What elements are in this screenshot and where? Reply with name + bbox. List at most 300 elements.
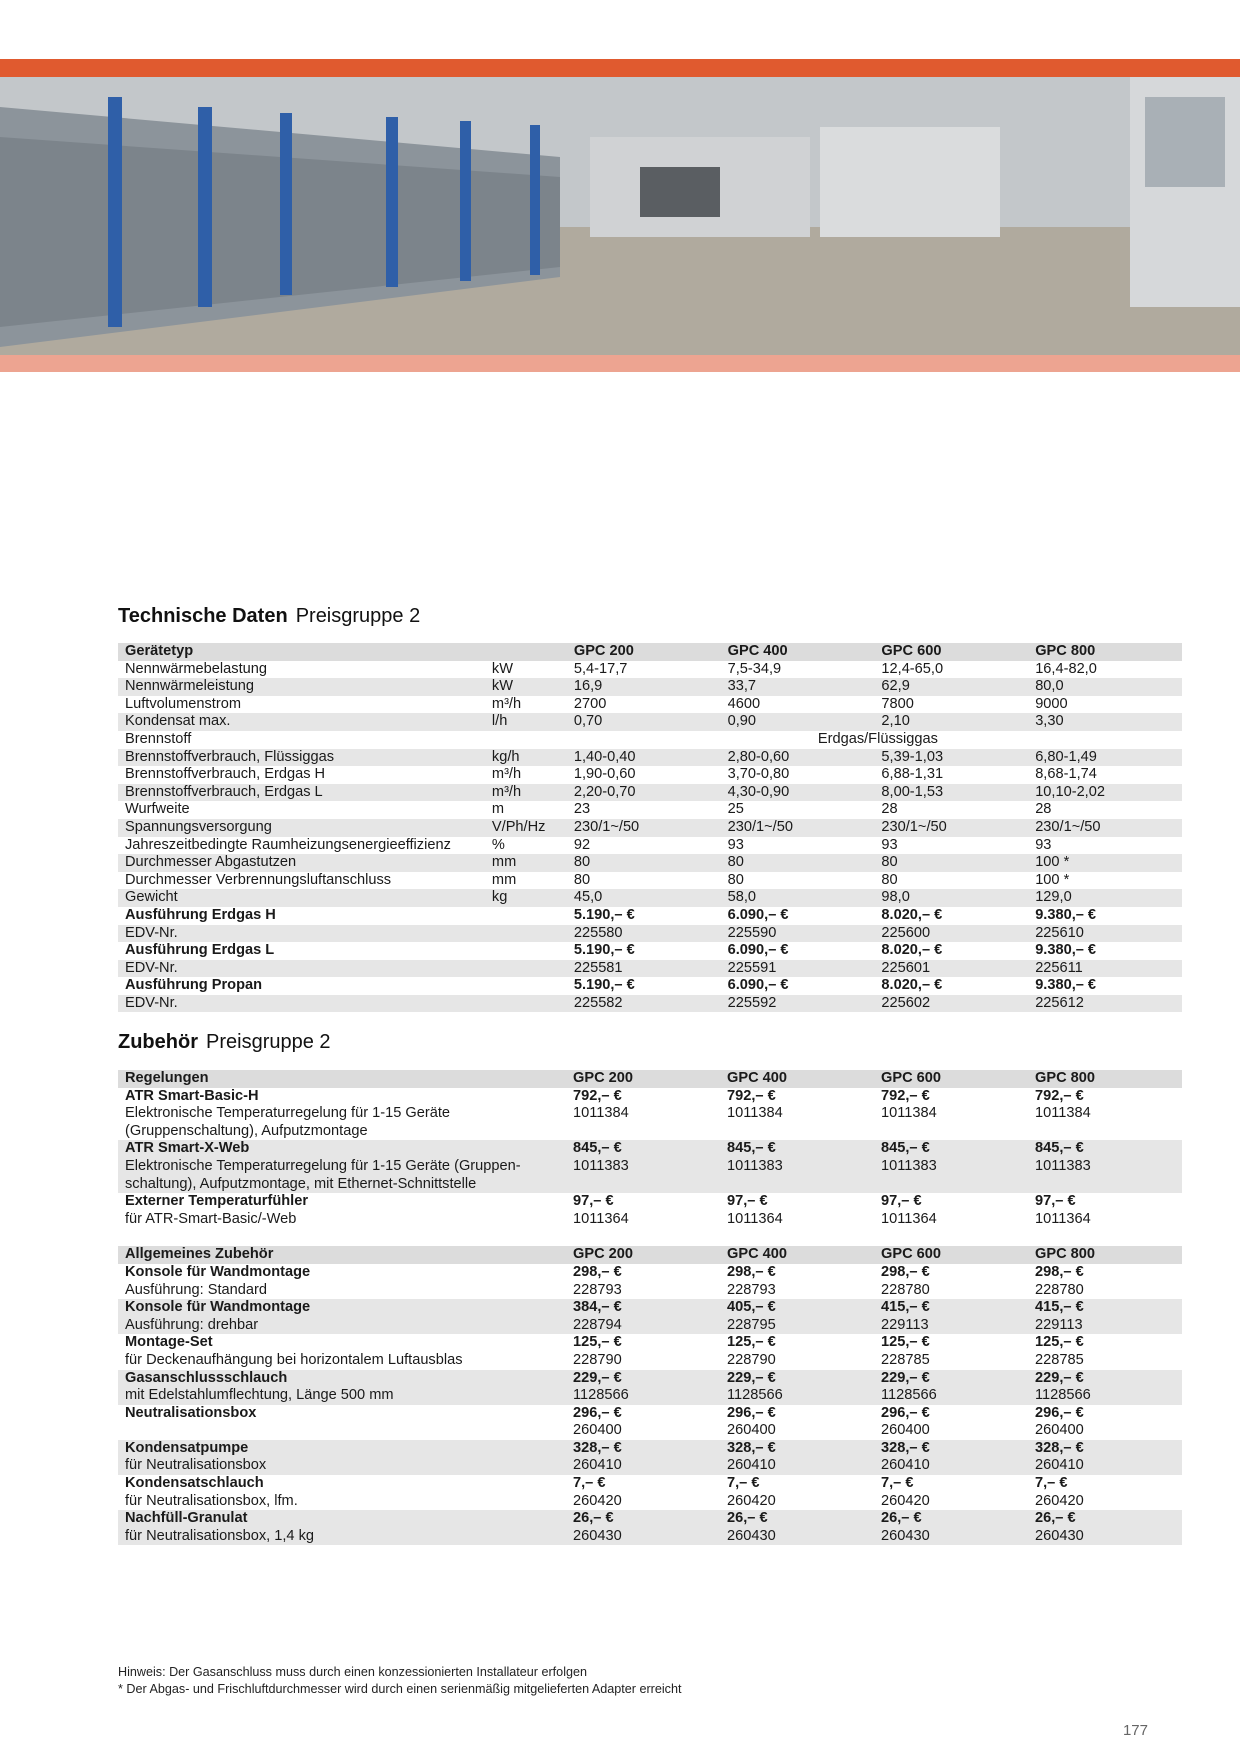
row-value: 2,20-0,70 <box>567 784 721 802</box>
row-value: 5.190,– € <box>573 977 635 994</box>
row-value: 7,5-34,9 <box>727 660 782 677</box>
header-cell: Gerätetyp <box>118 643 485 661</box>
section-title-zubehoer <box>118 1031 331 1054</box>
item-price: 26,– € <box>720 1510 874 1528</box>
allgemein-item-price-row <box>118 1440 1182 1458</box>
row-value: 8.020,– € <box>881 906 943 923</box>
regelungen-item-number-row <box>118 1158 1182 1193</box>
regelungen-header-row <box>118 1070 1182 1088</box>
item-description: Elektronische Temperaturregelung für 1-15 Geräte (Gruppen-schaltung), Aufputzmontage, mit Ethernet-Schnittstelle <box>118 1158 566 1193</box>
row-value: 80 <box>874 854 1028 872</box>
row-value: 129,0 <box>1028 889 1182 907</box>
header-cell: GPC 600 <box>874 1070 1028 1088</box>
item-number: 1128566 <box>720 1387 874 1405</box>
row-value: 80 <box>721 854 875 872</box>
row-label: EDV-Nr. <box>118 925 485 943</box>
regelungen-item-price-row <box>118 1140 1182 1158</box>
item-name: Externer Temperaturfühler <box>125 1193 309 1210</box>
row-unit: % <box>491 836 505 853</box>
allgemein-item-price-row <box>118 1405 1182 1423</box>
table-row <box>118 942 1182 960</box>
table-row <box>118 977 1182 995</box>
item-name: Montage-Set <box>125 1334 213 1351</box>
item-number: 229113 <box>874 1317 1028 1335</box>
item-number: 260400 <box>1035 1422 1084 1439</box>
row-value: 80 <box>573 871 591 888</box>
item-price: 125,– € <box>727 1334 776 1351</box>
row-value: 33,7 <box>721 678 875 696</box>
footnotes <box>118 1664 681 1698</box>
item-number: 1011384 <box>727 1105 783 1122</box>
page-number: 177 <box>1122 1722 1148 1739</box>
allgemein-item-price-row <box>118 1264 1182 1282</box>
item-price: 7,– € <box>881 1475 914 1492</box>
row-value: 225612 <box>1028 995 1182 1013</box>
item-number: 1011364 <box>1035 1210 1091 1227</box>
row-value: 3,30 <box>1028 713 1182 731</box>
row-value: 230/1~/50 <box>874 819 1028 837</box>
row-value-span: Erdgas/Flüssiggas <box>817 730 938 747</box>
row-value: 9000 <box>1035 695 1068 712</box>
row-value: 2,80-0,60 <box>721 749 875 767</box>
row-value: 225611 <box>1028 960 1182 978</box>
row-value: 6,88-1,31 <box>881 766 944 783</box>
row-unit: kW <box>485 678 567 696</box>
item-price: 125,– € <box>881 1334 930 1351</box>
row-value: 5,39-1,03 <box>874 749 1028 767</box>
table-row <box>118 801 1182 819</box>
row-label: Brennstoff <box>125 730 192 747</box>
item-number: 1011383 <box>720 1158 874 1193</box>
row-value: 8,00-1,53 <box>874 784 1028 802</box>
row-value: 12,4-65,0 <box>881 660 944 677</box>
row-label: Brennstoffverbrauch, Erdgas L <box>118 784 485 802</box>
row-value: 225580 <box>567 925 721 943</box>
factory-photo-illustration <box>0 77 1240 355</box>
regelungen-item-price-row <box>118 1088 1182 1106</box>
item-price: 229,– € <box>720 1370 874 1388</box>
item-number: 260410 <box>874 1457 1028 1475</box>
item-price: 845,– € <box>1028 1140 1182 1158</box>
row-label: Wurfweite <box>125 801 190 818</box>
row-label: Ausführung Propan <box>125 977 263 994</box>
header-cell: GPC 400 <box>721 643 875 661</box>
item-price: 97,– € <box>881 1193 922 1210</box>
allgemein-item-number-row <box>118 1282 1182 1300</box>
row-value: 6.090,– € <box>727 977 789 994</box>
item-description: für ATR-Smart-Basic/-Web <box>125 1210 297 1227</box>
item-price: 845,– € <box>720 1140 874 1158</box>
spacer-cell <box>118 1228 1182 1246</box>
row-label: Spannungsversorgung <box>118 819 485 837</box>
item-price: 97,– € <box>727 1193 768 1210</box>
row-unit: l/h <box>485 713 567 731</box>
row-unit: V/Ph/Hz <box>485 819 567 837</box>
allgemein-header-row <box>118 1246 1182 1264</box>
header-cell: GPC 800 <box>1028 1246 1182 1264</box>
row-value: 1,90-0,60 <box>573 766 636 783</box>
row-value: 230/1~/50 <box>721 819 875 837</box>
item-price: 229,– € <box>874 1370 1028 1388</box>
table-row <box>118 678 1182 696</box>
row-unit: m³/h <box>485 784 567 802</box>
item-number: 260410 <box>566 1457 720 1475</box>
regelungen-item-price-row <box>118 1193 1182 1211</box>
row-unit <box>485 977 567 995</box>
row-label: EDV-Nr. <box>118 960 485 978</box>
row-value: 8.020,– € <box>881 977 943 994</box>
row-value: 16,9 <box>567 678 721 696</box>
allgemein-item-number-row <box>118 1493 1182 1511</box>
row-value: 225581 <box>567 960 721 978</box>
item-number: 228790 <box>573 1351 622 1368</box>
row-value: 16,4-82,0 <box>1035 660 1097 677</box>
item-number: 229113 <box>1028 1317 1182 1335</box>
allgemein-item-price-row <box>118 1299 1182 1317</box>
row-unit <box>485 925 567 943</box>
row-unit: kW <box>491 660 513 677</box>
header-cell: GPC 200 <box>566 1070 720 1088</box>
item-number: 260430 <box>566 1528 720 1546</box>
row-unit <box>485 942 567 960</box>
footnote-hinweis: Hinweis: Der Gasanschluss muss durch einen konzessionierten Installateur erfolgen <box>118 1665 588 1679</box>
row-value: 6,80-1,49 <box>1028 749 1182 767</box>
row-label: EDV-Nr. <box>118 995 485 1013</box>
header-cell: GPC 200 <box>566 1246 720 1264</box>
allgemein-item-price-row <box>118 1475 1182 1493</box>
item-number: 228790 <box>727 1351 776 1368</box>
row-value: 28 <box>881 801 898 818</box>
row-value: 225592 <box>721 995 875 1013</box>
item-price: 298,– € <box>1035 1263 1084 1280</box>
item-price: 328,– € <box>720 1440 874 1458</box>
table-row <box>118 696 1182 714</box>
header-cell <box>485 643 567 661</box>
item-price: 792,– € <box>1035 1087 1084 1104</box>
header-cell: Regelungen <box>118 1070 566 1088</box>
item-number: 228793 <box>727 1281 776 1298</box>
table-header-row <box>118 643 1182 661</box>
row-value: 3,70-0,80 <box>727 766 790 783</box>
item-number: 228795 <box>720 1317 874 1335</box>
row-value: 100 * <box>1035 871 1070 888</box>
row-value: 92 <box>573 836 591 853</box>
row-unit: m <box>491 801 505 818</box>
header-cell: GPC 400 <box>720 1246 874 1264</box>
row-value: 225602 <box>874 995 1028 1013</box>
row-value: 5,4-17,7 <box>573 660 628 677</box>
item-number: 228785 <box>1035 1351 1084 1368</box>
item-price: 26,– € <box>874 1510 1028 1528</box>
table-row <box>118 960 1182 978</box>
item-price: 405,– € <box>720 1299 874 1317</box>
row-unit: kg/h <box>485 749 567 767</box>
item-name: Neutralisationsbox <box>125 1404 257 1421</box>
item-name: Gasanschlussschlauch <box>118 1370 566 1388</box>
item-price: 328,– € <box>566 1440 720 1458</box>
row-unit: m³/h <box>491 695 522 712</box>
item-name: Nachfüll-Granulat <box>118 1510 566 1528</box>
item-name: Kondensatschlauch <box>125 1475 264 1492</box>
row-value: 80 <box>881 871 898 888</box>
row-value: 28 <box>1035 801 1052 818</box>
section-title-technische-daten <box>118 605 420 628</box>
factory-photo <box>0 77 1240 355</box>
item-price: 845,– € <box>566 1140 720 1158</box>
zubehoer-table <box>118 1070 1182 1545</box>
row-value: 225610 <box>1028 925 1182 943</box>
row-value: 23 <box>573 801 591 818</box>
item-price: 229,– € <box>566 1370 720 1388</box>
item-price: 328,– € <box>874 1440 1028 1458</box>
row-value: 1,40-0,40 <box>567 749 721 767</box>
footnote-adapter: * Der Abgas- und Frischluftdurchmesser wird durch einen serienmäßig mitgelieferten Adapter erreicht <box>118 1682 682 1696</box>
item-name: Kondensatpumpe <box>118 1440 566 1458</box>
item-price: 7,– € <box>1035 1475 1068 1492</box>
item-number: 260420 <box>573 1492 622 1509</box>
table-row <box>118 872 1182 890</box>
row-value: 4600 <box>727 695 761 712</box>
item-price: 296,– € <box>573 1404 622 1421</box>
row-label: Ausführung Erdgas H <box>125 906 276 923</box>
row-unit: m³/h <box>491 766 522 783</box>
row-value: 9.380,– € <box>1035 942 1097 959</box>
item-description: für Deckenaufhängung bei horizontalem Luftausblas <box>125 1351 463 1368</box>
header-cell: GPC 800 <box>1028 1070 1182 1088</box>
table-row <box>118 661 1182 679</box>
item-price: 792,– € <box>881 1087 930 1104</box>
row-unit <box>485 960 567 978</box>
item-number: 260410 <box>720 1457 874 1475</box>
item-number: 1011364 <box>727 1210 783 1227</box>
table-row <box>118 784 1182 802</box>
item-number: 1128566 <box>874 1387 1028 1405</box>
item-price: 792,– € <box>727 1087 776 1104</box>
item-number: 260420 <box>881 1492 930 1509</box>
item-price: 125,– € <box>573 1334 622 1351</box>
regelungen-item-number-row <box>118 1105 1182 1140</box>
row-value: 2700 <box>573 695 607 712</box>
row-label: Gewicht <box>118 889 485 907</box>
row-value: 62,9 <box>874 678 1028 696</box>
item-number: 1011364 <box>573 1210 629 1227</box>
row-unit <box>485 995 567 1013</box>
row-value: 80 <box>567 854 721 872</box>
section-title-main: Zubehör <box>118 1031 198 1053</box>
item-number: 260400 <box>573 1422 622 1439</box>
row-unit: mm <box>491 871 517 888</box>
row-label: Durchmesser Verbrennungsluftanschluss <box>125 871 392 888</box>
item-price: 298,– € <box>727 1263 776 1280</box>
item-price: 384,– € <box>566 1299 720 1317</box>
table-row <box>118 925 1182 943</box>
allgemein-item-number-row <box>118 1422 1182 1440</box>
item-number: 260430 <box>720 1528 874 1546</box>
header-cell: GPC 200 <box>567 643 721 661</box>
row-value: 2,10 <box>874 713 1028 731</box>
row-label: Jahreszeitbedingte Raumheizungsenergieeffizienz <box>125 836 451 853</box>
row-unit <box>485 731 567 749</box>
allgemein-item-number-row <box>118 1352 1182 1370</box>
item-price: 298,– € <box>573 1263 622 1280</box>
table-row <box>118 766 1182 784</box>
section-subtitle: Preisgruppe 2 <box>295 605 421 627</box>
item-number: 1011383 <box>874 1158 1028 1193</box>
item-price: 296,– € <box>881 1404 930 1421</box>
item-description <box>118 1422 566 1440</box>
item-description: für Neutralisationsbox, 1,4 kg <box>118 1528 566 1546</box>
item-price: 296,– € <box>1035 1404 1084 1421</box>
row-value: 80 <box>727 871 744 888</box>
item-number: 1128566 <box>566 1387 720 1405</box>
row-value: 0,90 <box>721 713 875 731</box>
item-number: 228794 <box>566 1317 720 1335</box>
table-row <box>118 819 1182 837</box>
row-value: 4,30-0,90 <box>721 784 875 802</box>
allgemein-item-number-row <box>118 1317 1182 1335</box>
header-cell: GPC 600 <box>874 1246 1028 1264</box>
item-price: 97,– € <box>1035 1193 1076 1210</box>
row-value: 0,70 <box>567 713 721 731</box>
row-value: 93 <box>727 836 744 853</box>
row-value: 230/1~/50 <box>567 819 721 837</box>
regelungen-item-number-row <box>118 1211 1182 1229</box>
table-spacer <box>118 1228 1182 1246</box>
row-value: 25 <box>727 801 744 818</box>
row-value: 45,0 <box>567 889 721 907</box>
row-value: 9.380,– € <box>1035 906 1097 923</box>
item-number: 260430 <box>874 1528 1028 1546</box>
item-price: 125,– € <box>1035 1334 1084 1351</box>
allgemein-item-number-row <box>118 1528 1182 1546</box>
row-label: Nennwärmeleistung <box>118 678 485 696</box>
item-name: Konsole für Wandmontage <box>125 1263 311 1280</box>
item-price: 298,– € <box>881 1263 930 1280</box>
row-value: 8,68-1,74 <box>1035 766 1097 783</box>
item-price: 296,– € <box>727 1404 776 1421</box>
row-value: 5.190,– € <box>573 906 635 923</box>
item-number: 260430 <box>1028 1528 1182 1546</box>
header-accent-bar <box>0 59 1240 77</box>
item-number: 228780 <box>1035 1281 1084 1298</box>
table-row <box>118 837 1182 855</box>
item-number: 1011383 <box>566 1158 720 1193</box>
item-number: 1011384 <box>881 1105 937 1122</box>
row-value: 98,0 <box>874 889 1028 907</box>
row-value: 225591 <box>721 960 875 978</box>
header-cell: GPC 800 <box>1028 643 1182 661</box>
item-price: 7,– € <box>573 1475 606 1492</box>
item-number: 1128566 <box>1028 1387 1182 1405</box>
row-value: 9.380,– € <box>1035 977 1097 994</box>
item-description: Elektronische Temperaturregelung für 1-15 Geräte (Gruppenschaltung), Aufputzmontage <box>125 1105 451 1139</box>
row-label: Ausführung Erdgas L <box>125 942 275 959</box>
item-number: 1011364 <box>881 1210 937 1227</box>
row-value: 100 * <box>1028 854 1182 872</box>
item-price: 415,– € <box>874 1299 1028 1317</box>
item-number: 260410 <box>1028 1457 1182 1475</box>
row-value: 230/1~/50 <box>1028 819 1182 837</box>
row-value: 225601 <box>874 960 1028 978</box>
table-row <box>118 749 1182 767</box>
row-value: 6.090,– € <box>727 942 789 959</box>
row-value: 10,10-2,02 <box>1028 784 1182 802</box>
table-row <box>118 889 1182 907</box>
row-value: 93 <box>881 836 898 853</box>
row-value: 225582 <box>567 995 721 1013</box>
section-title-main: Technische Daten <box>118 605 288 627</box>
item-description: für Neutralisationsbox <box>118 1457 566 1475</box>
item-number: 260420 <box>727 1492 776 1509</box>
item-number: 228793 <box>573 1281 622 1298</box>
row-unit <box>485 907 567 925</box>
row-label: Brennstoffverbrauch, Erdgas H <box>125 766 326 783</box>
item-number: 1011384 <box>573 1105 629 1122</box>
item-number: 260400 <box>727 1422 776 1439</box>
item-price: 7,– € <box>727 1475 760 1492</box>
item-number: 260400 <box>881 1422 930 1439</box>
row-label: Durchmesser Abgastutzen <box>118 854 485 872</box>
allgemein-item-price-row <box>118 1510 1182 1528</box>
item-number: 228780 <box>881 1281 930 1298</box>
row-value: 80,0 <box>1028 678 1182 696</box>
row-label: Nennwärmebelastung <box>125 660 267 677</box>
item-price: 26,– € <box>566 1510 720 1528</box>
item-price: 415,– € <box>1028 1299 1182 1317</box>
section-subtitle: Preisgruppe 2 <box>206 1031 331 1053</box>
item-price: 97,– € <box>573 1193 614 1210</box>
item-price: 26,– € <box>1028 1510 1182 1528</box>
item-number: 260420 <box>1035 1492 1084 1509</box>
row-value: 7800 <box>881 695 914 712</box>
item-number: 228785 <box>881 1351 930 1368</box>
allgemein-item-price-row <box>118 1370 1182 1388</box>
table-row-brennstoff <box>118 731 1182 749</box>
row-value: 225590 <box>721 925 875 943</box>
header-cell: Allgemeines Zubehör <box>118 1246 566 1264</box>
row-label: Kondensat max. <box>118 713 485 731</box>
table-row <box>118 907 1182 925</box>
header-cell: GPC 400 <box>720 1070 874 1088</box>
row-value: 6.090,– € <box>727 906 789 923</box>
item-name: ATR Smart-X-Web <box>118 1140 566 1158</box>
table-row <box>118 713 1182 731</box>
item-name: ATR Smart-Basic-H <box>125 1087 259 1104</box>
item-number: 1011384 <box>1035 1105 1091 1122</box>
row-value: 58,0 <box>721 889 875 907</box>
row-value: 93 <box>1035 836 1052 853</box>
item-description: Ausführung: Standard <box>125 1281 267 1298</box>
item-price: 229,– € <box>1028 1370 1182 1388</box>
technische-daten-table <box>118 643 1182 1012</box>
row-value: 225600 <box>874 925 1028 943</box>
row-unit: kg <box>485 889 567 907</box>
item-price: 792,– € <box>573 1087 622 1104</box>
item-description: Ausführung: drehbar <box>118 1317 566 1335</box>
allgemein-item-number-row <box>118 1457 1182 1475</box>
header-cell: GPC 600 <box>874 643 1028 661</box>
row-label: Luftvolumenstrom <box>125 695 241 712</box>
item-number: 1011383 <box>1028 1158 1182 1193</box>
row-unit: mm <box>485 854 567 872</box>
row-label: Brennstoffverbrauch, Flüssiggas <box>118 749 485 767</box>
item-description: für Neutralisationsbox, lfm. <box>125 1492 298 1509</box>
allgemein-item-number-row <box>118 1387 1182 1405</box>
row-value: 8.020,– € <box>881 942 943 959</box>
table-row <box>118 854 1182 872</box>
table-row <box>118 995 1182 1013</box>
item-price: 845,– € <box>874 1140 1028 1158</box>
